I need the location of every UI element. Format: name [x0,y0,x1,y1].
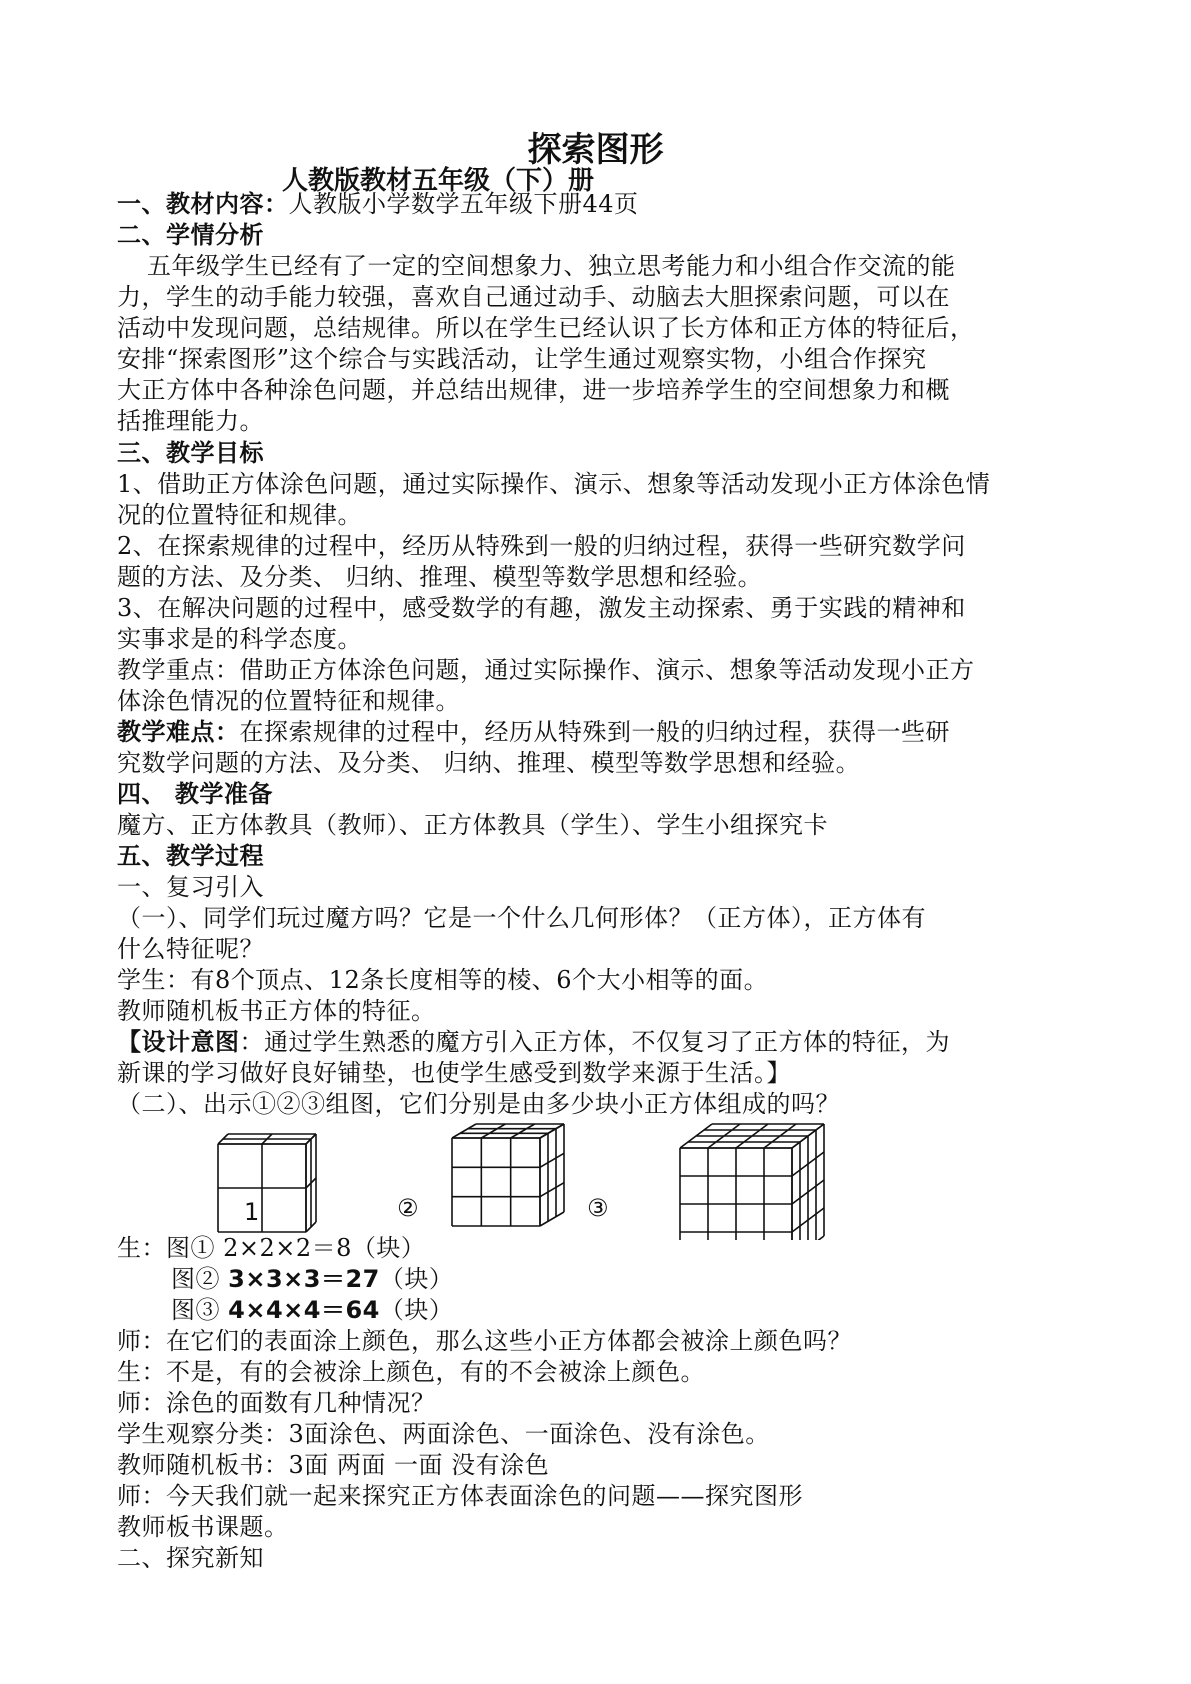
process-line: 学生：有8个顶点、12条长度相等的棱、6个大小相等的面。 [117,966,769,994]
goals-line: 况的位置特征和规律。 [117,501,362,529]
figure-label-2: ② [397,1194,419,1222]
goals-line: 1、借助正方体涂色问题，通过实际操作、演示、想象等活动发现小正方体涂色情 [117,470,991,498]
answer-fig2-label: 图② [171,1265,229,1293]
answer-fig3-expr: 4×4×4＝64 [228,1296,380,1324]
goals-line: 实事求是的科学态度。 [117,625,362,653]
page-title: 探索图形 [527,130,664,170]
figure-label-1: 1 [244,1198,260,1226]
process-line: 什么特征呢？ [117,935,264,963]
cube-figure-3 [680,1124,824,1240]
content-label: 一、教材内容： [117,190,289,218]
analysis-line: 大正方体中各种涂色问题，并总结出规律，进一步培养学生的空间想象力和概 [117,376,950,404]
prep-heading: 四、 教学准备 [117,780,273,808]
dialogue-line: 师：涂色的面数有几种情况？ [117,1389,436,1417]
dialogue-line: 师：今天我们就一起来探究正方体表面涂色的问题——探究图形 [117,1482,803,1510]
dialogue-line: 学生观察分类：3面涂色、两面涂色、一面涂色、没有涂色。 [117,1420,770,1448]
process-heading: 五、教学过程 [117,842,264,870]
answer-fig2-expr: 3×3×3＝27 [228,1265,380,1293]
cube-figure-1 [218,1134,316,1232]
analysis-line: 安排“探索图形”这个综合与实践活动，让学生通过观察实物，小组合作探究 [117,345,927,373]
design-line [117,1028,950,1056]
dialogue-line: 二、探究新知 [117,1544,264,1572]
process-line: （一）、同学们玩过魔方吗？它是一个什么几何形体？（正方体），正方体有 [117,904,926,932]
dialogue-line: 师：在它们的表面涂上颜色，那么这些小正方体都会被涂上颜色吗？ [117,1327,852,1355]
dialogue-line: 教师随机板书：3面 两面 一面 没有涂色 [117,1451,550,1479]
analysis-heading: 二、学情分析 [117,221,264,249]
design-line: 新课的学习做好良好铺垫，也使学生感受到数学来源于生活。】 [117,1059,791,1087]
show-line: （二）、出示①②③组图，它们分别是由多少块小正方体组成的吗？ [117,1090,840,1118]
process-line: 一、复习引入 [117,873,264,901]
prep-text: 魔方、正方体教具（教师）、正方体教具（学生）、学生小组探究卡 [117,811,828,839]
dialogue-line: 教师板书课题。 [117,1513,289,1541]
goals-line: 题的方法、及分类、 归纳、推理、模型等数学思想和经验。 [117,563,763,591]
answer-line-2 [171,1265,453,1293]
answer-fig3-unit: （块） [379,1296,454,1324]
goals-line: 2、在探索规律的过程中，经历从特殊到一般的归纳过程，获得一些研究数学问 [117,532,966,560]
design-label: 【设计意图 [117,1028,240,1056]
answer-prefix: 生： [117,1234,166,1262]
goals-line: 3、在解决问题的过程中，感受数学的有趣，激发主动探索、勇于实践的精神和 [117,594,966,622]
difficulty-label: 教学难点： [117,718,240,746]
answer-line-1 [117,1234,425,1262]
figure-label-3: ③ [587,1194,609,1222]
cube-figure-2 [452,1124,564,1226]
content-line [117,190,639,218]
cube-figures [0,1120,1191,1240]
difficulty-line [117,718,950,746]
page-subtitle: 人教版教材五年级（下）册 [282,166,595,196]
analysis-line: 五年级学生已经有了一定的空间想象力、独立思考能力和小组合作交流的能 [147,252,956,280]
analysis-line: 活动中发现问题，总结规律。所以在学生已经认识了长方体和正方体的特征后， [117,314,975,342]
goals-line: 教学重点：借助正方体涂色问题，通过实际操作、演示、想象等活动发现小正方 [117,656,975,684]
answer-fig1: 图① 2×2×2＝8（块） [166,1234,426,1262]
answer-line-3 [171,1296,453,1324]
analysis-line: 括推理能力。 [117,407,264,435]
content-text: 人教版小学数学五年级下册44页 [288,190,639,218]
answer-fig3-label: 图③ [171,1296,229,1324]
difficulty-text: 在探索规律的过程中，经历从特殊到一般的归纳过程，获得一些研 [239,718,950,746]
goals-heading: 三、教学目标 [117,439,264,467]
goals-line: 体涂色情况的位置特征和规律。 [117,687,460,715]
dialogue-line: 生：不是，有的会被涂上颜色，有的不会被涂上颜色。 [117,1358,705,1386]
answer-fig2-unit: （块） [379,1265,454,1293]
analysis-line: 力，学生的动手能力较强，喜欢自己通过动手、动脑去大胆探索问题，可以在 [117,283,950,311]
process-line: 教师随机板书正方体的特征。 [117,997,436,1025]
design-text: ：通过学生熟悉的魔方引入正方体，不仅复习了正方体的特征，为 [239,1028,950,1056]
difficulty-line: 究数学问题的方法、及分类、 归纳、推理、模型等数学思想和经验。 [117,749,861,777]
